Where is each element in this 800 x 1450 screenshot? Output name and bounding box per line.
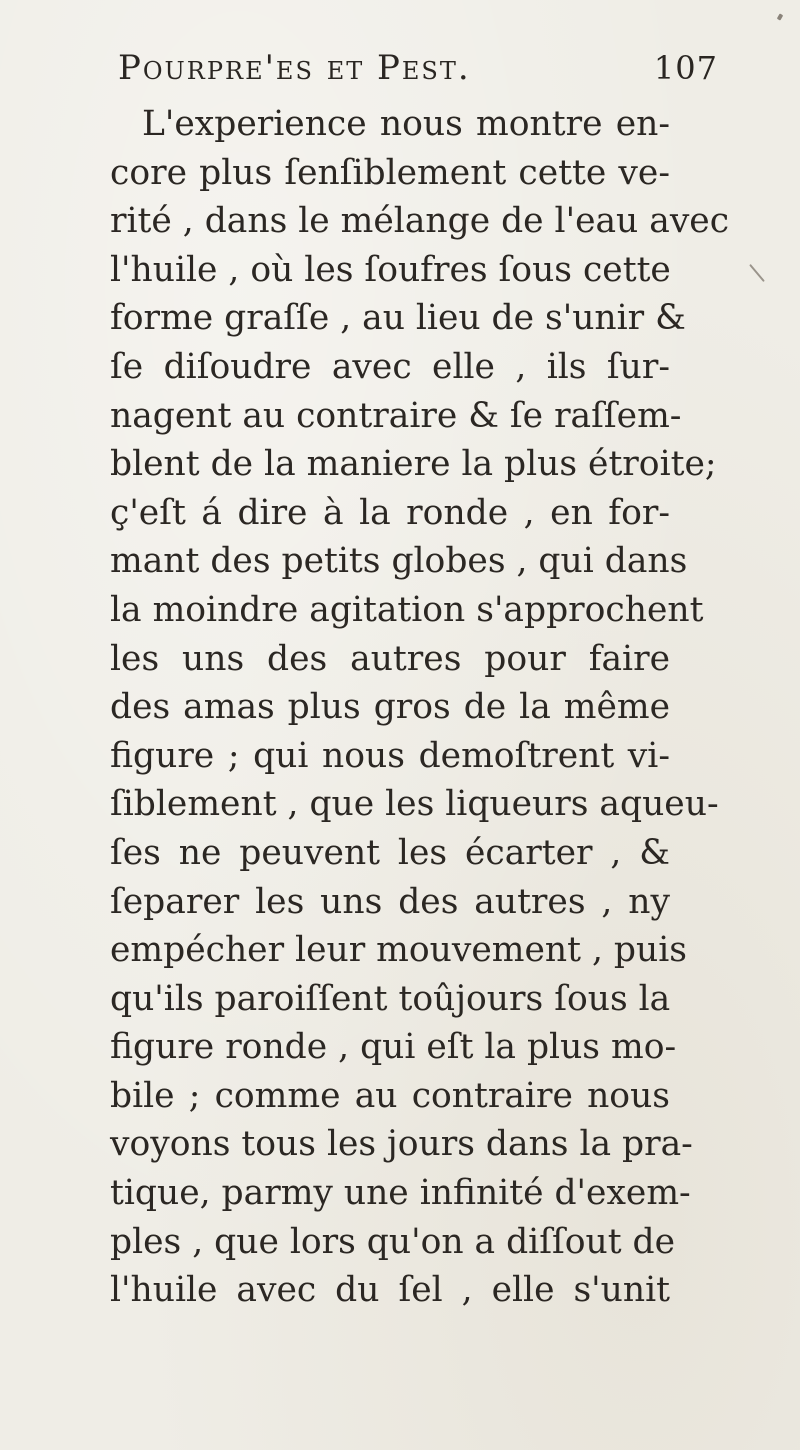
text-line: bile ; comme au contraire nous (110, 1075, 670, 1116)
text-line: ſeparer les uns des autres , ny (110, 881, 670, 922)
page-header (118, 48, 718, 88)
text-line: la moindre agitation s'approchent (110, 589, 704, 630)
text-line: ç'eſt á dire à la ronde , en for- (110, 492, 670, 533)
text-line: mant des petits globes , qui dans (110, 541, 688, 582)
text-line: ples , que lors qu'on a diſſout de (110, 1221, 676, 1262)
text-line: core plus ſenſiblement cette ve- (110, 152, 670, 193)
text-line: L'experience nous montre en- (142, 104, 670, 144)
text-line: voyons tous les jours dans la pra- (110, 1124, 693, 1165)
paper-speck (749, 264, 765, 282)
text-line: des amas plus gros de la même (110, 687, 670, 728)
text-line: ſe diſoudre avec elle , ils ſur- (110, 346, 670, 387)
text-line: rité , dans le mélange de l'eau avec (110, 201, 730, 242)
text-line: figure ronde , qui eſt la plus mo- (110, 1027, 677, 1068)
text-line: l'huile , où les ſoufres ſous cette (110, 249, 671, 290)
text-line: tique, parmy une infinité d'exem- (110, 1173, 691, 1214)
text-line: ſiblement , que les liqueurs aqueu- (110, 784, 719, 825)
paper-speck (777, 13, 783, 20)
body-paragraph (110, 100, 730, 1315)
text-line: qu'ils paroiſſent toûjours ſous la (110, 978, 671, 1019)
page-number: 107 (653, 49, 718, 87)
text-line: figure ; qui nous demoſtrent vi- (110, 735, 670, 776)
text-line: empécher leur mouvement , puis (110, 930, 687, 971)
text-line: blent de la maniere la plus étroite; (110, 444, 717, 485)
text-line: ſes ne peuvent les écarter , & (110, 832, 670, 873)
text-line: l'huile avec du ſel , elle s'unit (110, 1270, 670, 1311)
text-line: nagent au contraire & ſe raſſem- (110, 395, 682, 436)
text-line: les uns des autres pour faire (110, 638, 670, 679)
text-line: forme graſſe , au lieu de s'unir & (110, 298, 686, 339)
running-head: Pourpre'es et Pest. (118, 48, 471, 88)
